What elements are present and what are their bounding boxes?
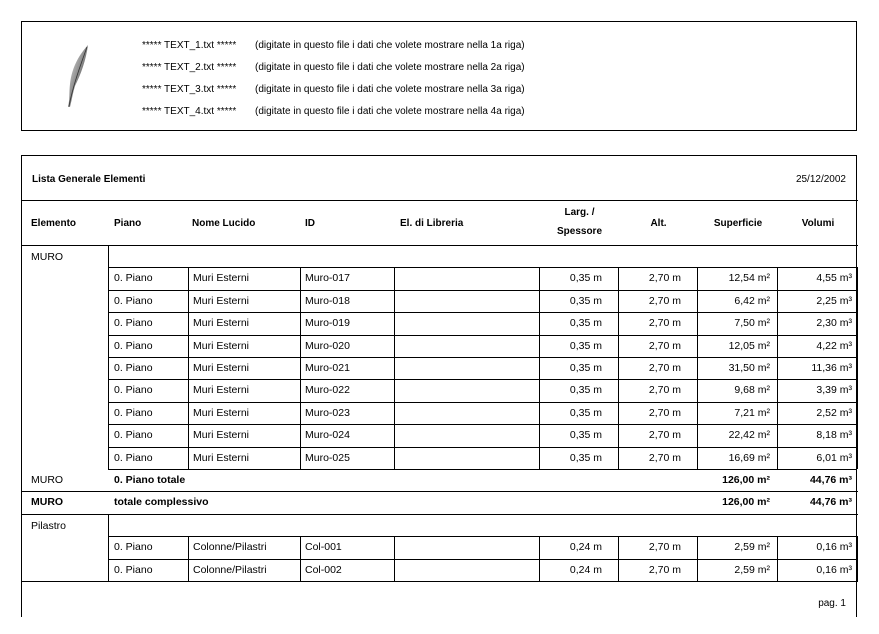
divider [777,402,778,424]
divider [394,267,395,289]
total-element: MURO [31,496,64,509]
divider [697,357,698,379]
divider [857,335,858,357]
table-cell: 0. Piano [114,339,153,352]
divider [108,469,857,470]
total-superficie: 126,00 m² [722,496,770,509]
divider [108,514,109,536]
col-header-id: ID [305,218,315,229]
divider [22,581,858,582]
table-cell: 16,69 m² [728,451,770,464]
header-text: (digitate in questo file i dati che volete mostrare nella 2a riga) [255,62,525,73]
divider [188,357,189,379]
table-cell: 22,42 m² [728,429,770,442]
divider [697,267,698,289]
table-cell: 7,21 m² [734,406,770,419]
table-cell: 3,39 m³ [816,384,852,397]
divider [777,536,778,558]
table-cell: Col-001 [305,541,342,554]
table-cell: 2,30 m³ [816,317,852,330]
col-header-volumi: Volumi [801,218,835,229]
divider [857,379,858,401]
divider [618,402,619,424]
divider [394,559,395,581]
table-cell: Muri Esterni [193,339,250,352]
divider [777,290,778,312]
table-cell: 2,70 m [648,294,681,307]
col-header-larg: Larg. / [564,207,595,218]
table-cell: 0. Piano [114,429,153,442]
divider [857,447,858,469]
header-line-3 [142,84,525,95]
table-cell: 6,42 m² [734,294,770,307]
divider [108,290,109,312]
table-cell: 0,35 m [569,384,602,397]
divider [300,267,301,289]
divider [188,402,189,424]
divider [777,424,778,446]
divider [108,335,109,357]
divider [697,447,698,469]
divider [108,424,109,446]
divider [697,379,698,401]
divider [22,245,858,246]
col-header-piano: Piano [114,218,142,229]
table-cell: 12,05 m² [728,339,770,352]
table-cell: 2,70 m [648,451,681,464]
divider [618,379,619,401]
divider [777,447,778,469]
divider [539,290,540,312]
table-cell: Muro-019 [305,317,350,330]
table-cell: 4,22 m³ [816,339,852,352]
col-header-spessore: Spessore [556,226,603,237]
divider [857,424,858,446]
table-cell: 2,70 m [648,339,681,352]
table-cell: 0,24 m [569,563,602,576]
divider [300,536,301,558]
divider [539,267,540,289]
divider [394,447,395,469]
divider [777,267,778,289]
table-cell: 2,70 m [648,272,681,285]
table-cell: 4,55 m³ [816,272,852,285]
divider [618,559,619,581]
table-cell: 6,01 m³ [816,451,852,464]
table-cell: Muri Esterni [193,362,250,374]
table-cell: 2,70 m [648,317,681,330]
divider [394,402,395,424]
table-cell: 0,35 m [569,362,602,374]
divider [108,536,857,537]
divider [857,290,858,312]
divider [22,514,858,515]
divider [108,312,109,334]
divider [394,290,395,312]
feather-logo-icon [66,44,90,108]
table-cell: 2,59 m² [734,563,770,576]
table-cell: 0,35 m [569,339,602,352]
table-cell: 0,24 m [569,541,602,554]
divider [697,424,698,446]
table-cell: 11,36 m³ [811,362,852,374]
divider [188,424,189,446]
table-cell: 0,16 m³ [816,563,852,576]
divider [539,424,540,446]
divider [188,536,189,558]
table-cell: Muro-025 [305,451,350,464]
divider [539,379,540,401]
table-cell: Muro-018 [305,294,350,307]
table-cell: 2,25 m³ [816,294,852,307]
table-cell: 0. Piano [114,362,153,374]
divider [188,379,189,401]
report-title: Lista Generale Elementi [32,174,146,185]
table-cell: 0. Piano [114,317,153,330]
divider [300,424,301,446]
divider [618,312,619,334]
header-text: (digitate in questo file i dati che volete mostrare nella 3a riga) [255,84,525,95]
divider [108,424,857,425]
table-cell: Muro-020 [305,339,350,352]
divider [857,536,858,558]
divider [108,402,857,403]
table-cell: Muri Esterni [193,406,250,419]
header-text: (digitate in questo file i dati che volete mostrare nella 4a riga) [255,106,525,117]
col-header-nome-lucido: Nome Lucido [192,218,256,229]
divider [857,559,858,581]
subtotal-label: 0. Piano totale [114,474,186,486]
subtotal-volumi: 44,76 m³ [809,474,852,486]
divider [697,559,698,581]
divider [618,357,619,379]
header-line-1 [142,40,525,51]
divider [394,424,395,446]
divider [300,312,301,334]
divider [188,447,189,469]
total-volumi: 44,76 m³ [809,496,852,509]
group-name: MURO [31,251,64,263]
report-table [21,155,857,617]
divider [108,402,109,424]
divider [300,559,301,581]
divider [857,402,858,424]
table-cell: 0,35 m [569,317,602,330]
divider [618,447,619,469]
table-cell: 0,35 m [569,294,602,307]
table-cell: Muri Esterni [193,272,250,285]
table-cell: 8,18 m³ [816,429,852,442]
divider [618,335,619,357]
divider [22,491,858,492]
divider [188,312,189,334]
header-line-4 [142,106,525,117]
table-cell: 0. Piano [114,406,153,419]
divider [188,559,189,581]
table-cell: 2,70 m [648,384,681,397]
divider [777,559,778,581]
divider [697,335,698,357]
divider [108,357,857,358]
divider [539,559,540,581]
table-cell: Muro-022 [305,384,350,397]
divider [539,335,540,357]
header-box [21,21,857,131]
divider [300,357,301,379]
divider [539,536,540,558]
header-line-2 [142,62,525,73]
table-cell: Col-002 [305,563,342,576]
col-header-alt: Alt. [650,218,667,229]
divider [394,357,395,379]
table-cell: 0. Piano [114,294,153,307]
table-cell: 2,70 m [648,563,681,576]
divider [188,335,189,357]
divider [857,267,858,289]
divider [618,536,619,558]
divider [108,447,857,448]
table-cell: 12,54 m² [728,272,770,285]
table-cell: Muro-021 [305,362,350,374]
divider [108,245,109,267]
header-key: ***** TEXT_1.txt ***** [142,40,237,51]
header-text: (digitate in questo file i dati che volete mostrare nella 1a riga) [255,40,525,51]
table-cell: Muri Esterni [193,429,250,442]
table-cell: 0. Piano [114,272,153,285]
report-date: 25/12/2002 [795,174,846,185]
divider [539,312,540,334]
table-cell: Muro-024 [305,429,350,442]
group-name: Pilastro [31,519,67,532]
table-cell: Muri Esterni [193,384,250,397]
divider [300,379,301,401]
divider [777,335,778,357]
table-cell: Muri Esterni [193,294,250,307]
table-cell: Muro-017 [305,272,350,285]
divider [394,379,395,401]
col-header-libreria: El. di Libreria [400,218,464,229]
col-header-elemento: Elemento [31,218,77,229]
divider [618,424,619,446]
divider [300,447,301,469]
divider [108,447,109,469]
divider [108,559,857,560]
table-cell: 9,68 m² [734,384,770,397]
table-cell: 0,16 m³ [816,541,852,554]
divider [108,335,857,336]
divider [697,536,698,558]
divider [697,402,698,424]
divider [777,312,778,334]
header-key: ***** TEXT_3.txt ***** [142,84,237,95]
table-cell: 0,35 m [569,406,602,419]
divider [857,312,858,334]
divider [539,402,540,424]
header-key: ***** TEXT_2.txt ***** [142,62,237,73]
divider [394,312,395,334]
table-cell: 2,70 m [648,362,681,374]
divider [108,312,857,313]
divider [108,290,857,291]
divider [300,402,301,424]
table-cell: 0. Piano [114,451,153,464]
table-cell: Muro-023 [305,406,350,419]
table-cell: 2,70 m [648,541,681,554]
divider [777,379,778,401]
divider [108,559,109,581]
divider [777,357,778,379]
table-cell: Muri Esterni [193,317,250,330]
divider [108,267,857,268]
divider [300,290,301,312]
divider [857,357,858,379]
subtotal-element: MURO [31,474,64,486]
table-cell: 0. Piano [114,541,153,554]
table-cell: 0,35 m [569,429,602,442]
table-cell: Colonne/Pilastri [193,541,267,554]
col-header-superficie: Superficie [713,218,763,229]
table-cell: 0. Piano [114,563,153,576]
table-cell: Colonne/Pilastri [193,563,267,576]
table-cell: 0. Piano [114,384,153,397]
divider [300,335,301,357]
divider [394,536,395,558]
divider [618,267,619,289]
table-cell: 2,52 m³ [816,406,852,419]
divider [539,357,540,379]
table-cell: 2,59 m² [734,541,770,554]
table-cell: 2,70 m [648,406,681,419]
table-cell: 31,50 m² [728,362,770,374]
divider [108,379,109,401]
total-label: totale complessivo [114,496,209,509]
table-cell: 2,70 m [648,429,681,442]
divider [697,290,698,312]
divider [108,379,857,380]
subtotal-superficie: 126,00 m² [722,474,770,486]
table-cell: 7,50 m² [734,317,770,330]
divider [618,290,619,312]
divider [394,335,395,357]
divider [22,200,858,201]
divider [108,536,109,558]
table-cell: Muri Esterni [193,451,250,464]
divider [188,267,189,289]
table-cell: 0,35 m [569,451,602,464]
page-number: pag. 1 [818,598,846,609]
divider [188,290,189,312]
header-key: ***** TEXT_4.txt ***** [142,106,237,117]
divider [539,447,540,469]
divider [697,312,698,334]
divider [108,357,109,379]
divider [108,267,109,289]
table-cell: 0,35 m [569,272,602,285]
